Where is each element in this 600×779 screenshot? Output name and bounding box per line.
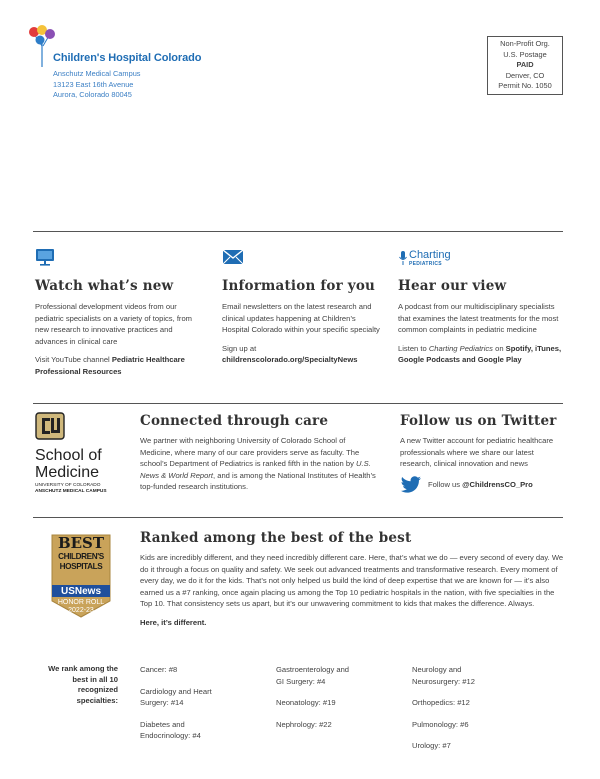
ranking-item: Orthopedics: #12	[412, 698, 470, 707]
connected-body: We partner with neighboring University of Colorado School of Medicine, where many of our care providers serve as faculty. The school’s Department of Pediatrics is ranked fifth in the nation by U.S. News & World Report, and is among the National Institutes of Health’s top-funded research institutions.	[140, 436, 376, 491]
ranking-item: Neurology and Neurosurgery: #12	[412, 665, 475, 686]
connected-section	[140, 413, 380, 493]
ranking-item: Pulmonology: #6	[412, 719, 469, 729]
ranking-item: Diabetes and Endocrinology: #4	[140, 719, 201, 740]
info-cta: Sign up at childrenscolorado.org/SpecialtyNews	[222, 343, 358, 364]
twitter-follow: Follow us @ChildrensCO_Pro	[400, 476, 565, 494]
info-title: Information for you	[222, 278, 376, 294]
rankings-col-1	[140, 664, 260, 752]
rankings-col-3	[412, 664, 532, 762]
twitter-body: A new Twitter account for pediatric healthcare professionals where we share our latest research, clinical innovation and news	[400, 436, 554, 468]
youtube-channel-link[interactable]: Pediatric Healthcare Professional Resources	[35, 355, 185, 376]
best-childrens-hospitals-badge: BEST CHILDREN'S HOSPITALS USNews HONOR ROLL 2022-23	[50, 533, 112, 619]
charting-pediatrics-logo: Charting PEDIATRICS	[398, 248, 568, 268]
twitter-title: Follow us on Twitter	[400, 413, 557, 429]
divider	[33, 403, 563, 404]
hear-body: A podcast from our multidisciplinary specialists that examines the latest treatments for the most common complaints in pediatric medicine	[398, 302, 559, 334]
podcast-platforms-link[interactable]: Spotify, iTunes, Google Podcasts and Google Play	[398, 343, 562, 364]
watch-body: Professional development videos from our pediatric specialists on a variety of topics, from new research to innovative practices and advances in clinical care	[35, 302, 193, 346]
ranking-item: Nephrology: #22	[276, 719, 332, 729]
divider	[33, 517, 563, 518]
specialty-news-link[interactable]: childrenscolorado.org/SpecialtyNews	[222, 355, 358, 364]
connected-title: Connected through care	[140, 413, 329, 429]
envelope-icon	[222, 248, 382, 268]
school-of-medicine-logo: School of Medicine UNIVERSITY OF COLORADO ANSCHUTZ MEDICAL CAMPUS	[35, 412, 135, 495]
ranked-title: Ranked among the best of the best	[140, 530, 412, 546]
ranking-item: Urology: #7	[412, 741, 451, 750]
rankings-label: We rank among the best in all 10 recognized specialties:	[48, 664, 118, 705]
ranking-item: Neonatology: #19	[276, 698, 336, 707]
ranked-body: Kids are incredibly different, and they need incredibly different care. Here, that’s what we do — every second of every day. We do it through a focus on quality and safety. We seek out advanced treatments and transformative research. Every moment of every day, we do it for the kids. That’s not only helped us build the kind of deep expertise that we are known for — it’s also earned us a #7 ranking, once again placing us among the Top 10 pediatric hospitals in the nation, with five specialties in the Top 10. That consistency sets us apart, but it’s our unwavering commitment to kids that makes the difference. Always.	[140, 553, 564, 608]
ranked-tagline: Here, it’s different.	[140, 617, 207, 627]
info-body: Email newsletters on the latest research and clinical updates happening at Children’s Hospital Colorado within your specific specialty	[222, 302, 380, 334]
ranking-item: Cancer: #8	[140, 665, 178, 674]
rankings-col-2	[276, 664, 396, 740]
twitter-section	[400, 413, 565, 494]
twitter-handle-link[interactable]: @ChildrensCO_Pro	[462, 480, 533, 489]
ranked-section	[140, 530, 565, 628]
hear-title: Hear our view	[398, 278, 507, 294]
cu-logo-icon	[35, 412, 65, 440]
watch-cta: Visit YouTube channel Pediatric Healthcare Professional Resources	[35, 355, 185, 376]
watch-column	[35, 248, 205, 377]
hospital-name: Children's Hospital Colorado	[53, 52, 202, 64]
ranking-item: Gastroenterology and GI Surgery: #4	[276, 665, 350, 686]
hear-cta: Listen to Charting Pediatrics on Spotify, iTunes, Google Podcasts and Google Play	[398, 343, 562, 364]
postage-permit: Non-Profit Org. U.S. Postage PAID Denver, CO Permit No. 1050	[487, 36, 563, 95]
twitter-bird-icon	[400, 476, 422, 494]
divider	[33, 231, 563, 232]
info-column	[222, 248, 382, 366]
hospital-address: Anschutz Medical Campus 13123 East 16th Avenue Aurora, Colorado 80045	[53, 69, 141, 99]
ranking-item: Cardiology and Heart Surgery: #14	[140, 686, 212, 707]
watch-title: Watch what’s new	[35, 278, 174, 294]
monitor-icon	[35, 248, 205, 268]
microphone-icon	[398, 250, 408, 266]
hear-column	[398, 248, 568, 366]
